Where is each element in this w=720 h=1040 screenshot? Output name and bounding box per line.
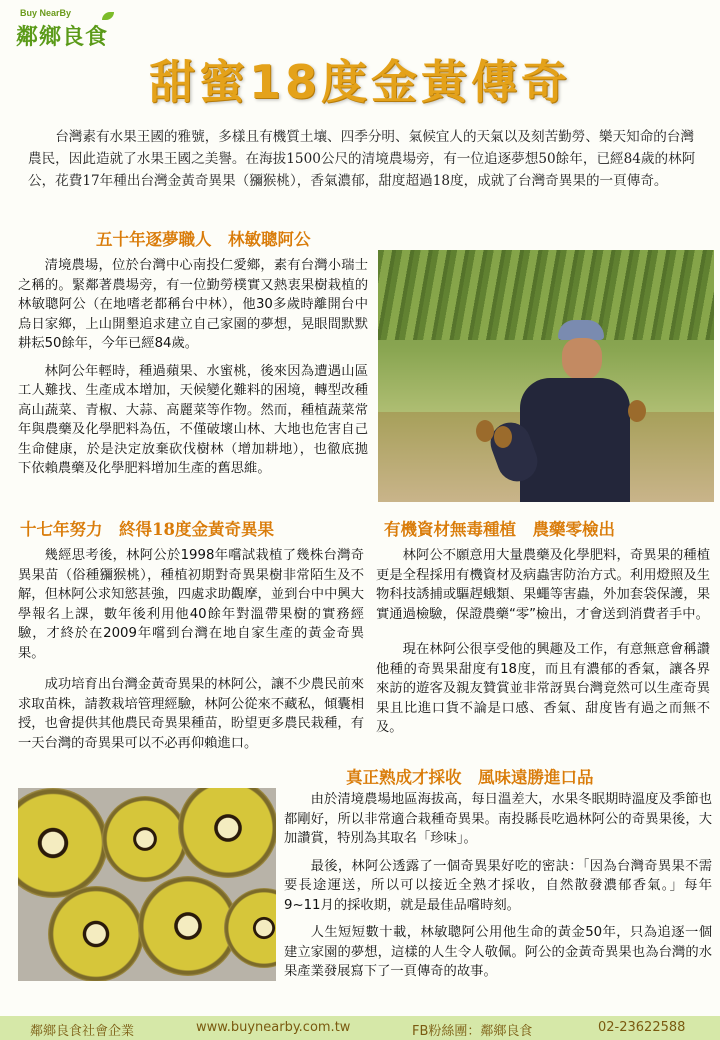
- section4-heading: 真正熟成才採收 風味遠勝進口品: [346, 768, 594, 787]
- section3-body: [376, 546, 710, 738]
- section3-paragraph-2: 現在林阿公很享受他的興趣及工作，有意無意會稱讚他種的奇異果甜度有18度，而且有濃郁的香氣，讓各界來訪的遊客及親友贊賞並非常訝異台灣竟然可以生產奇異果且比進口貨不論是口感、香氣、甜度皆有過之而無不及。: [376, 642, 710, 735]
- leaf-icon: [102, 12, 114, 20]
- section4-paragraph-2: 最後，林阿公透露了一個奇異果好吃的密訣：「因為台灣奇異果不需要長途運送，所以可以接近全熟才採收，自然散發濃郁香氣。」每年9~11月的採收期，就是最佳品嚐時刻。: [284, 858, 712, 913]
- footer-facebook-link[interactable]: FB粉絲團：鄰鄉良食: [412, 1024, 533, 1039]
- section2-heading: [20, 516, 274, 540]
- section2-heading-part2: 18度金黃奇異果: [152, 520, 274, 539]
- section4-paragraph-3: 人生短短數十載，林敏聰阿公用他生命的黃金50年，只為追逐一個建立家園的夢想，這樣的人生令人敬佩。阿公的金黃奇異果也為台灣的水果產業發展寫下了一頁傳奇的故事。: [284, 925, 712, 979]
- footer-website-link[interactable]: www.buynearby.com.tw: [196, 1020, 351, 1035]
- section2-heading-part1: 十七年努力 終得: [20, 520, 152, 539]
- section3-paragraph-1: 林阿公不願意用大量農藥及化學肥料，奇異果的種植更是全程採用有機資材及病蟲害防治方式。利用燈照及生物科技誘捕或驅趕蛾類、果蠅等害蟲，外加套袋保護，果實通過檢驗，保證農藥“零”檢出，才會送到消費者手中。: [376, 548, 710, 622]
- logo-tagline: Buy NearBy: [20, 8, 72, 18]
- section2-paragraph-2: 成功培育出台灣金黃奇異果的林阿公，讓不少農民前來求取苗株，請教栽培管理經驗，林阿公從來不藏私，傾囊相授，也會提供其他農民奇異果種苗，盼望更多農民栽種，有一天台灣的奇異果可以不必再仰賴進口。: [18, 677, 364, 751]
- section1-paragraph-2: 林阿公年輕時，種過蘋果、水蜜桃，後來因為遭遇山區工人難找、生產成本增加，天候變化難料的困境，轉型改種高山蔬菜、青椒、大蒜、高麗菜等作物。然而，種植蔬菜常年與農藥及化學肥料為伍，不僅破壞山林、大地也危害自己生命健康，於是決定放棄砍伐樹林（增加耕地），也徹底拋下依賴農藥及化學肥料增加生產的舊思維。: [18, 363, 368, 476]
- section4-body: [284, 790, 712, 982]
- section1-paragraph-1: 清境農場，位於台灣中心南投仁愛鄉，素有台灣小瑞士之稱的。緊鄰著農場旁，有一位勤勞樸實又熱衷果樹栽植的林敏聰阿公（在地嗜老都稱台中林），他30多歲時離開台中烏日家鄉，上山開墾追求建立自己家園的夢想，晃眼間默默耕耘50餘年，今年已經84歲。: [18, 258, 368, 351]
- section3-heading: [384, 516, 615, 540]
- kiwi-photo: [18, 788, 276, 981]
- section2-body: [18, 546, 364, 753]
- section3-heading-part1: 有機資材無毒種植 農藥: [384, 520, 566, 539]
- intro-paragraph: 台灣素有水果王國的雅號，多樣且有機質土壤、四季分明、氣候宜人的天氣以及刻苦勤勞、樂天知命的台灣農民，因此造就了水果王國之美譽。在海拔1500公尺的清境農場旁，有一位追逐夢想50餘年，已經84歲的林阿公，花費17年種出台灣金黃奇異果（獼猴桃），香氣濃郁，甜度超過18度，成就了台灣奇異果的一頁傳奇。: [28, 129, 696, 189]
- section3-heading-part2: 零檢出: [565, 520, 615, 539]
- footer-bar: [0, 1016, 720, 1040]
- footer-company: 鄰鄉良食社會企業: [30, 1024, 135, 1039]
- section4-paragraph-1: 由於清境農場地區海拔高，每日溫差大，水果冬眠期時溫度及季節也都剛好，所以非常適合栽種奇異果。南投縣長吃過林阿公的奇異果後，大加讚賞，特別為其取名「珍味」。: [284, 792, 712, 846]
- page-title: 甜蜜18度金黃傳奇: [148, 55, 571, 109]
- section1-heading: 五十年逐夢職人 林敏聰阿公: [96, 230, 311, 249]
- section2-paragraph-1: 幾經思考後，林阿公於1998年嚐試栽植了幾株台灣奇異果苗（俗種獼猴桃），種植初期對奇異果樹非常陌生及不解，但林阿公求知慾甚強，四處求助觀摩，並到台中中興大學報名上課，數年後利用他40餘年對溫帶果樹的實務經驗，才終於在2009年嚐到台灣在地自家生產的黃金奇異果。: [18, 548, 364, 661]
- footer-phone: 02-23622588: [598, 1020, 686, 1035]
- section1-body: [18, 256, 368, 479]
- farmer-photo: [378, 250, 714, 502]
- logo-name: 鄰鄉良食: [16, 25, 109, 50]
